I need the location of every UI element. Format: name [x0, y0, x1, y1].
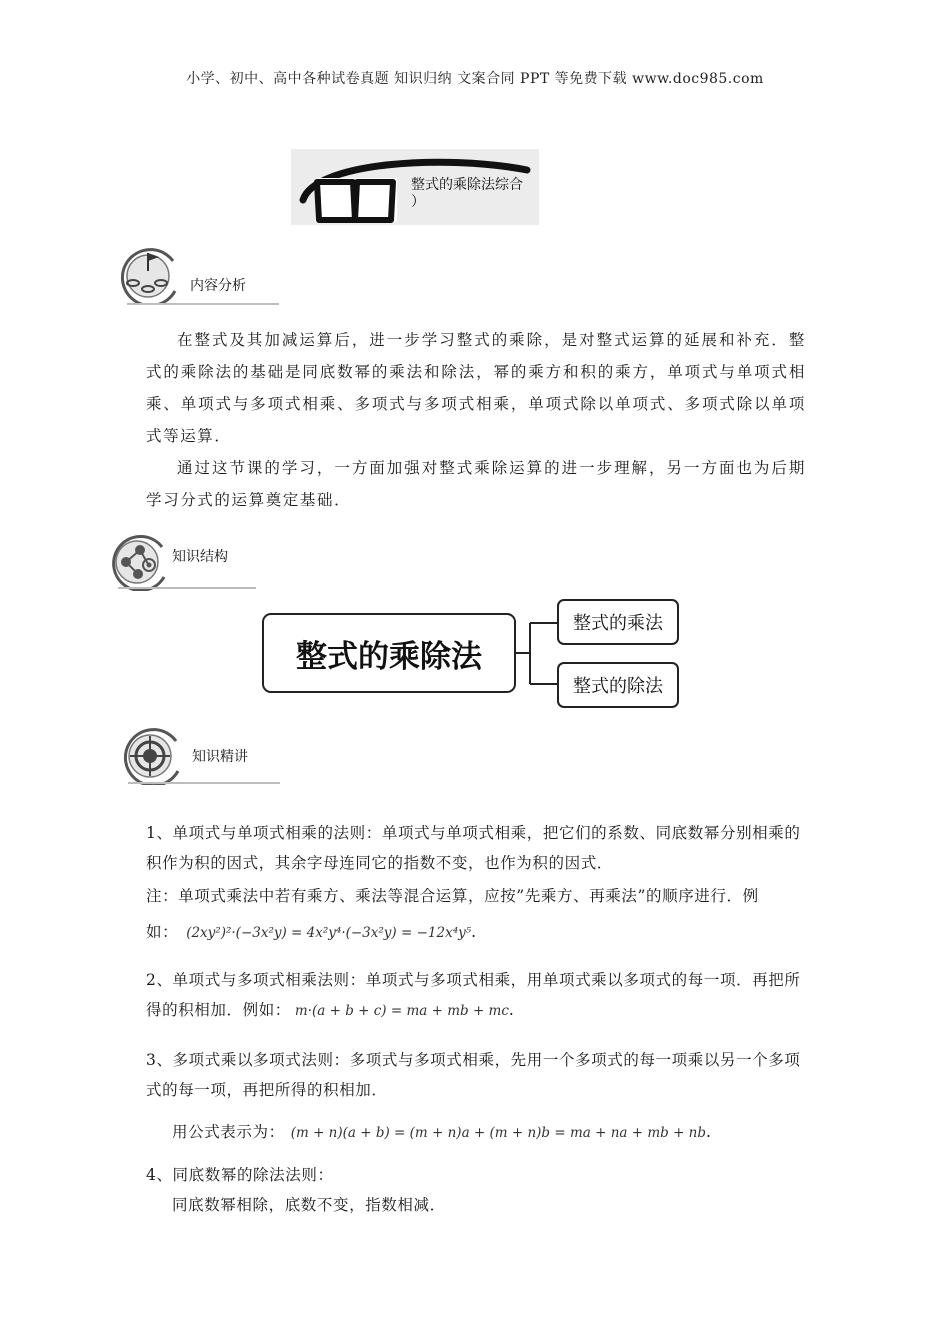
rule-3-formula-line: [146, 1117, 808, 1148]
formula-period: .: [471, 923, 477, 941]
rule-4: 4、同底数幂的除法法则：: [146, 1166, 334, 1184]
rule-1: 1、单项式与单项式相乘的法则：单项式与单项式相乘，把它们的系数、同底数幂分别相乘的积作为积的因式，其余字母连同它的指数不变，也作为积的因式．: [146, 824, 801, 872]
rule-2-text: 2、单项式与多项式相乘法则：单项式与多项式相乘，用单项式乘以多项式的每一项．再把所得的积相加．例如：: [146, 971, 801, 1019]
rule-4-body: 同底数幂相除，底数不变，指数相减．: [172, 1196, 446, 1214]
knowledge-point-2: [146, 965, 808, 1026]
intro-text: [146, 324, 806, 516]
example-prefix: 如：: [146, 923, 179, 941]
rule-3-formula: (m + n)(a + b) = (m + n)a + (m + n)b = ma + na + mb + nb: [290, 1125, 707, 1141]
rule-2: [146, 965, 808, 1026]
rule-2-formula: m·(a + b + c) = ma + mb + mc: [294, 1003, 509, 1019]
section-title-content-analysis: 内容分析: [190, 278, 246, 294]
mindmap-child-node: 整式的乘法: [557, 599, 679, 645]
page-header: 小学、初中、高中各种试卷真题 知识归纳 文案合同 PPT 等免费下载 www.doc985.com: [186, 71, 764, 87]
formula-period: .: [706, 1123, 712, 1141]
formula-period: .: [508, 1001, 515, 1019]
target-flag-icon: [117, 247, 183, 305]
intro-paragraph-1: 在整式及其加减运算后，进一步学习整式的乘除，是对整式运算的延展和补充．整式的乘除法的基础是同底数幂的乘法和除法，幂的乘方和积的乘方，单项式与单项式相乘、单项式与多项式相乘、多项式与多项式相乘，单项式除以单项式、多项式除以单项式等运算．: [146, 331, 806, 445]
mindmap-connector: [514, 618, 560, 690]
note-text: 注：单项式乘法中若有乘方、乘法等混合运算，应按”先乘方、再乘法”的顺序进行．例: [146, 887, 759, 905]
rule-3-prefix: 用公式表示为：: [172, 1123, 285, 1141]
section-title-knowledge-lecture: 知识精讲: [192, 749, 248, 765]
example-line: [146, 917, 808, 948]
section-divider: [127, 303, 279, 305]
network-icon: [108, 533, 168, 591]
section-divider: [118, 587, 256, 589]
knowledge-point-1: [146, 818, 808, 948]
knowledge-point-4: [146, 1160, 808, 1220]
mindmap-root-node: 整式的乘除法: [262, 613, 516, 693]
intro-paragraph-2: 通过这节课的学习，一方面加强对整式乘除运算的进一步理解，另一方面也为后期学习分式的运算奠定基础．: [146, 459, 806, 509]
section-title-knowledge-structure: 知识结构: [172, 549, 228, 565]
banner-title-line1: 整式的乘除法综合: [411, 177, 523, 193]
bullseye-icon: [120, 727, 186, 785]
mindmap-child-node: 整式的除法: [557, 662, 679, 708]
knowledge-point-3: [146, 1045, 808, 1148]
section-divider: [128, 782, 280, 784]
rule-3: 3、多项式乘以多项式法则：多项式与多项式相乘，先用一个多项式的每一项乘以另一个多项式的每一项，再把所得的积相加．: [146, 1051, 801, 1099]
banner-title-line2: ）: [411, 194, 425, 210]
example-formula: (2xy²)²·(−3x²y) = 4x²y⁴·(−3x²y) = −12x⁴y⁵: [186, 925, 472, 941]
banner-title: [411, 177, 523, 211]
